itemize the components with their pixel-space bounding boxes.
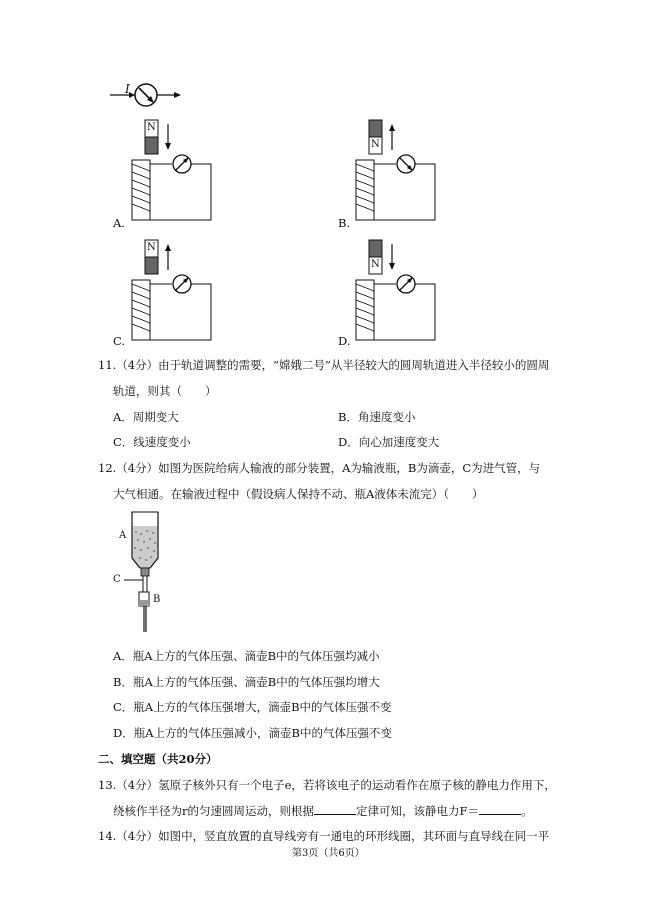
fig-label-b: B — [153, 594, 161, 605]
q12-option-b[interactable]: B．瓶A上方的气体压强、滴壶B中的气体压强均增大 — [113, 675, 380, 689]
q13-line2-part-a: 绕核作半径为r的匀速圆周运动，则根据 — [113, 804, 314, 818]
q12-option-a[interactable]: A．瓶A上方的气体压强、滴壶B中的气体压强均减小 — [113, 649, 380, 663]
figure-c-magnet-coil — [128, 238, 218, 348]
fig-label-c: C — [113, 574, 121, 585]
q12-stem-line2: 大气相通。在输液过程中（假设病人保持不动、瓶A液体未流完）（ ） — [113, 487, 484, 501]
option-c-label: C. — [113, 334, 126, 348]
infusion-apparatus-figure — [110, 508, 180, 638]
fig-label-a: A — [119, 530, 127, 541]
current-label: I — [125, 82, 130, 96]
q13-line2-part-b: 定律可知，该静电力F＝ — [356, 804, 479, 818]
q13-line2 — [113, 803, 532, 819]
q11-stem-line1: 11.（4分）由于轨道调整的需要，“嫦娥二号”从半径较大的圆周轨道进入半径较小的圆周 — [98, 358, 550, 372]
figure-a-magnet-coil — [128, 118, 218, 228]
q12-option-d[interactable]: D．瓶A上方的气体压强减小，滴壶B中的气体压强不变 — [113, 726, 392, 740]
q13-line2-part-c: 。 — [520, 804, 533, 818]
q11-option-a[interactable]: A．周期变大 — [113, 410, 179, 424]
magnet-pole-label: N — [147, 122, 156, 133]
page-footer: 第3页（共6页） — [292, 848, 365, 859]
q11-option-d[interactable]: D．向心加速度变大 — [338, 435, 440, 449]
q13-blank-law[interactable] — [314, 803, 356, 815]
q11-option-b[interactable]: B．角速度变小 — [338, 410, 416, 424]
galvanometer-legend — [108, 82, 188, 108]
magnet-pole-label: N — [371, 139, 380, 150]
figure-d-magnet-coil — [352, 238, 442, 348]
option-a-label: A. — [113, 216, 125, 230]
option-d-label: D. — [338, 334, 351, 348]
q13-blank-force[interactable] — [479, 803, 521, 815]
q12-option-c[interactable]: C．瓶A上方的气体压强增大，滴壶B中的气体压强不变 — [113, 700, 392, 714]
magnet-pole-label: N — [147, 242, 156, 253]
option-b-label: B. — [338, 216, 351, 230]
q13-line1: 13.（4分）氢原子核外只有一个电子e，若将该电子的运动看作在原子核的静电力作用下， — [98, 778, 556, 792]
q14-line1: 14.（4分）如图中，竖直放置的直导线旁有一通电的环形线圈，其环面与直导线在同一平 — [98, 829, 550, 843]
section2-title: 二、填空题（共20分） — [98, 752, 218, 766]
magnet-pole-label: N — [371, 259, 380, 270]
q12-stem-line1: 12.（4分）如图为医院给病人输液的部分装置，A为输液瓶，B为滴壶，C为进气管，与 — [98, 461, 541, 475]
q11-option-c[interactable]: C．线速度变小 — [113, 435, 191, 449]
q11-stem-line2: 轨道，则其（ ） — [113, 384, 217, 398]
figure-b-magnet-coil — [352, 118, 442, 228]
